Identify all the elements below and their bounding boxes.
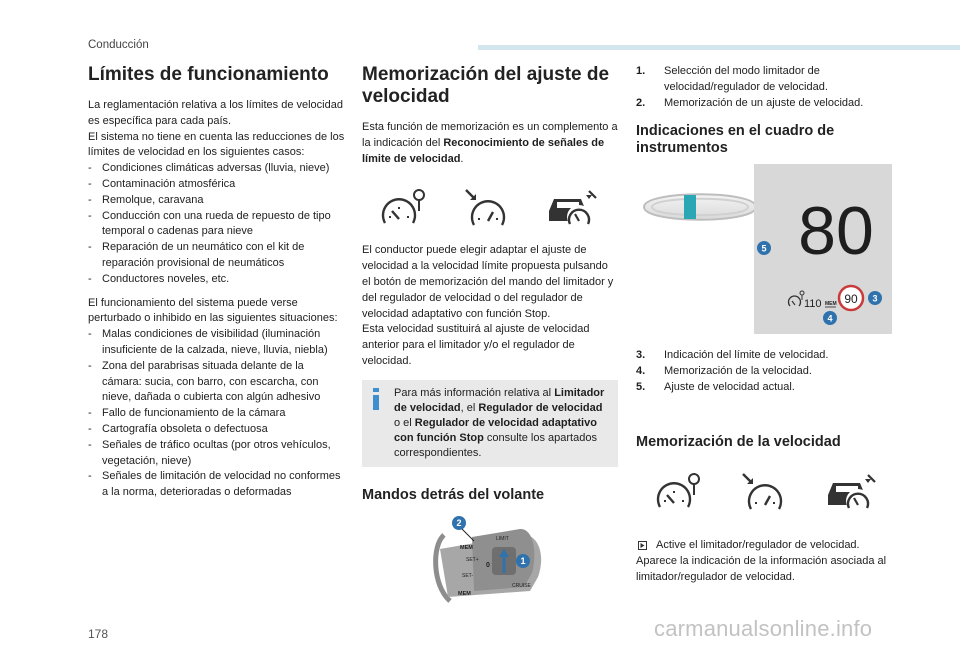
speedometer-pin-icon xyxy=(379,187,429,229)
limits-intro-1: La reglamentación relativa a los límites de velocidad es específica para cada país. xyxy=(88,99,343,127)
list-item: - Contaminación atmosférica xyxy=(88,177,346,193)
list-item: - Remolque, caravana xyxy=(88,193,346,209)
memorize-speed-subtitle: Memorización de la velocidad xyxy=(636,433,841,450)
limit-label: LIMIT xyxy=(496,536,509,543)
instrument-cluster-illustration xyxy=(636,164,898,342)
action-step: Active el limitador/regulador de velocidad. xyxy=(636,538,898,554)
callout-5: 5 xyxy=(761,243,767,254)
controls-legend-list xyxy=(636,64,898,111)
zero-label: 0 xyxy=(486,562,490,570)
list-item: 2. Memorización de un ajuste de velocidad. xyxy=(636,96,864,109)
limits-cases-list xyxy=(88,161,346,287)
list-item: - Cartografía obsoleta o defectuosa xyxy=(88,422,346,438)
list-item: - Conductores noveles, etc. xyxy=(88,272,346,288)
list-item: - Señales de limitación de velocidad no conformes a la norma, deterioradas o deformadas xyxy=(88,469,346,501)
column-memorization xyxy=(362,64,618,605)
mem-bottom-label: MEM xyxy=(458,591,471,598)
list-item: - Zona del parabrisas situada delante de la cámara: sucia, con barro, con escarcha, con nieve, dañada o cubierta con algún adhesivo xyxy=(88,359,346,406)
cruise-label: CRUISE xyxy=(512,583,531,590)
column-cluster xyxy=(636,64,898,586)
cluster-legend-list xyxy=(636,348,898,395)
set-minus-label: SET- xyxy=(462,573,474,580)
car-speedometer-icon xyxy=(545,187,601,229)
memorization-title: Memorización del ajuste de velocidad xyxy=(362,64,610,107)
limits-intro-2: El sistema no tiene en cuenta las reducciones de los límites de velocidad en los siguientes casos: xyxy=(88,130,345,159)
steering-controls-illustration xyxy=(362,515,618,605)
info-note xyxy=(362,380,618,467)
list-item: 1. Selección del modo limitador de velocidad/regulador de velocidad. xyxy=(636,65,828,93)
limits-situations-list xyxy=(88,327,346,501)
callout-2: 2 xyxy=(456,518,462,529)
speedometer-arrow-icon xyxy=(462,187,512,229)
cluster-subtitle: Indicaciones en el cuadro de instrumentos xyxy=(636,123,835,156)
speed-icons-row-2 xyxy=(636,464,898,520)
speed-icons-row xyxy=(362,179,618,237)
action-bullet-icon xyxy=(638,541,647,550)
speedometer-arrow-icon xyxy=(739,471,789,513)
controls-subtitle: Mandos detrás del volante xyxy=(362,486,545,503)
memorized-speed: 110 xyxy=(804,298,822,311)
limits-title: Límites de funcionamiento xyxy=(88,64,329,85)
memorization-intro: Esta función de memorización es un complemento a la indicación del Reconocimiento de señales de límite de velocidad. xyxy=(362,121,618,165)
callout-3: 3 xyxy=(872,293,878,304)
mem-indicator: MEM xyxy=(825,301,837,308)
action-result: Aparece la indicación de la información asociada al limitador/regulador de velocidad. xyxy=(636,555,887,583)
info-text: Para más información relativa al Limitador de velocidad, el Regulador de velocidad o el Regulador de velocidad adaptativo con función Stop consulte los apartados correspondientes. xyxy=(394,386,605,459)
page-number: 178 xyxy=(88,627,109,641)
list-item: - Condiciones climáticas adversas (lluvia, nieve) xyxy=(88,161,346,177)
speedometer-pin-icon xyxy=(654,471,704,513)
car-speedometer-icon xyxy=(824,471,880,513)
column-limits xyxy=(88,64,346,501)
info-icon xyxy=(371,388,381,410)
memorization-para-2: Esta velocidad sustituirá al ajuste de velocidad anterior para el limitador y/o el regulador de velocidad. xyxy=(362,323,590,367)
list-item: - Señales de tráfico ocultas (por otros vehículos, vegetación, nieve) xyxy=(88,438,346,470)
set-plus-label: SET+ xyxy=(466,557,479,564)
list-item: - Conducción con una rueda de repuesto de tipo temporal o cadenas para nieve xyxy=(88,209,346,241)
list-item: - Fallo de funcionamiento de la cámara xyxy=(88,406,346,422)
callout-1: 1 xyxy=(520,556,526,567)
list-item: 5. Ajuste de velocidad actual. xyxy=(636,380,795,393)
current-speed: 80 xyxy=(798,193,874,270)
list-item: 3. Indicación del límite de velocidad. xyxy=(636,349,829,362)
header-band xyxy=(478,45,960,50)
callout-4: 4 xyxy=(827,313,833,324)
list-item: 4. Memorización de la velocidad. xyxy=(636,365,812,378)
limits-intro-3: El funcionamiento del sistema puede verse perturbado o inhibido en las siguientes situaciones: xyxy=(88,296,338,325)
memorization-para-1: El conductor puede elegir adaptar el ajuste de velocidad a la velocidad límite propuesta pulsando el botón de memorización del mando del limitador y del regulador de velocidad o del regulador de velocidad adaptativo con función Stop. xyxy=(362,244,614,320)
mem-top-label: MEM xyxy=(460,545,473,552)
cluster-callouts xyxy=(636,164,898,342)
speed-limit-value: 90 xyxy=(844,292,858,307)
watermark: carmanualsonline.info xyxy=(654,616,873,641)
list-item: - Reparación de un neumático con el kit de reparación provisional de neumáticos xyxy=(88,240,346,272)
section-header: Conducción xyxy=(88,39,149,51)
list-item: - Malas condiciones de visibilidad (iluminación insuficiente de la calzada, nieve, lluvia, niebla) xyxy=(88,327,346,359)
